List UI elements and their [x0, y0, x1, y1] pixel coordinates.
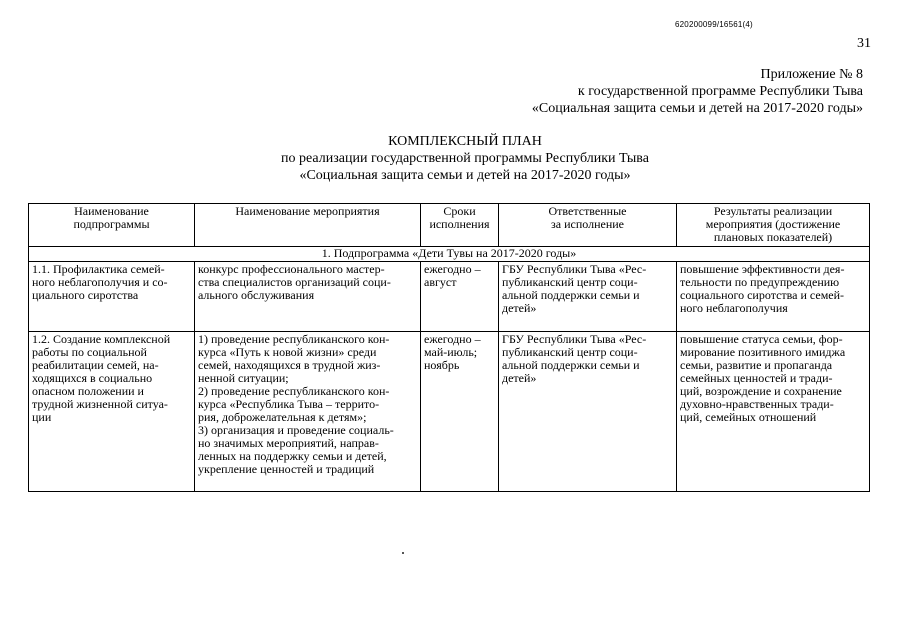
scan-speck — [402, 552, 404, 554]
title-subheading: по реализации государственной программы Республики Тыва — [281, 151, 649, 166]
column-header: Сроки исполнения — [421, 204, 499, 247]
deadline-cell: ежегодно – август — [421, 262, 499, 332]
table-row — [29, 262, 870, 332]
subprogram-cell: 1.1. Профилактика семей- ного неблагополучия и со- циального сиротства — [29, 262, 195, 332]
column-header: Наименование мероприятия — [195, 204, 421, 247]
title-program-name: «Социальная защита семьи и детей на 2017-2020 годы» — [299, 168, 631, 183]
plan-table — [28, 203, 870, 492]
document-code: 620200099/16561(4) — [675, 20, 753, 29]
table-row — [29, 332, 870, 492]
section-title: 1. Подпрограмма «Дети Тувы на 2017-2020 годы» — [29, 247, 870, 262]
appendix-header — [443, 66, 863, 117]
title-heading: КОМПЛЕКСНЫЙ ПЛАН — [388, 134, 542, 149]
table-header-row — [29, 204, 870, 247]
appendix-program-name: «Социальная защита семьи и детей на 2017-2020 годы» — [531, 101, 863, 116]
column-header: Наименование подпрограммы — [29, 204, 195, 247]
document-title — [150, 133, 780, 184]
column-header: Ответственные за исполнение — [499, 204, 677, 247]
section-row — [29, 247, 870, 262]
result-cell: повышение статуса семьи, фор- мирование позитивного имиджа семьи, развитие и пропаганда семейных ценностей и тради- ций, возрождение и сохранение духовно-нравственных тради- ций, семейных отношений — [677, 332, 870, 492]
measure-cell: 1) проведение республиканского кон- курса «Путь к новой жизни» среди семей, находящихся в трудной жиз- ненной ситуации; 2) проведение республиканского кон- курса «Республика Тыва – террито- рия, доброжелательная к детям»; 3) организация и проведение социаль- но значимых мероприятий, направ- ленных на поддержку семьи и детей, укрепление ценностей и традиций — [195, 332, 421, 492]
appendix-reference: к государственной программе Республики Тыва — [577, 84, 863, 99]
measure-cell: конкурс профессионального мастер- ства специалистов организаций соци- ального обслуживания — [195, 262, 421, 332]
appendix-number: Приложение № 8 — [760, 67, 863, 82]
column-header: Результаты реализации мероприятия (достижение плановых показателей) — [677, 204, 870, 247]
result-cell: повышение эффективности дея- тельности по предупреждению социального сиротства и семей- ного неблагополучия — [677, 262, 870, 332]
page-number: 31 — [857, 36, 871, 51]
deadline-cell: ежегодно – май-июль; ноябрь — [421, 332, 499, 492]
responsible-cell: ГБУ Республики Тыва «Рес- публиканский центр соци- альной поддержки семьи и детей» — [499, 332, 677, 492]
subprogram-cell: 1.2. Создание комплексной работы по социальной реабилитации семей, на- ходящихся в социально опасном положении и трудной жизненной ситуа- ции — [29, 332, 195, 492]
responsible-cell: ГБУ Республики Тыва «Рес- публиканский центр соци- альной поддержки семьи и детей» — [499, 262, 677, 332]
